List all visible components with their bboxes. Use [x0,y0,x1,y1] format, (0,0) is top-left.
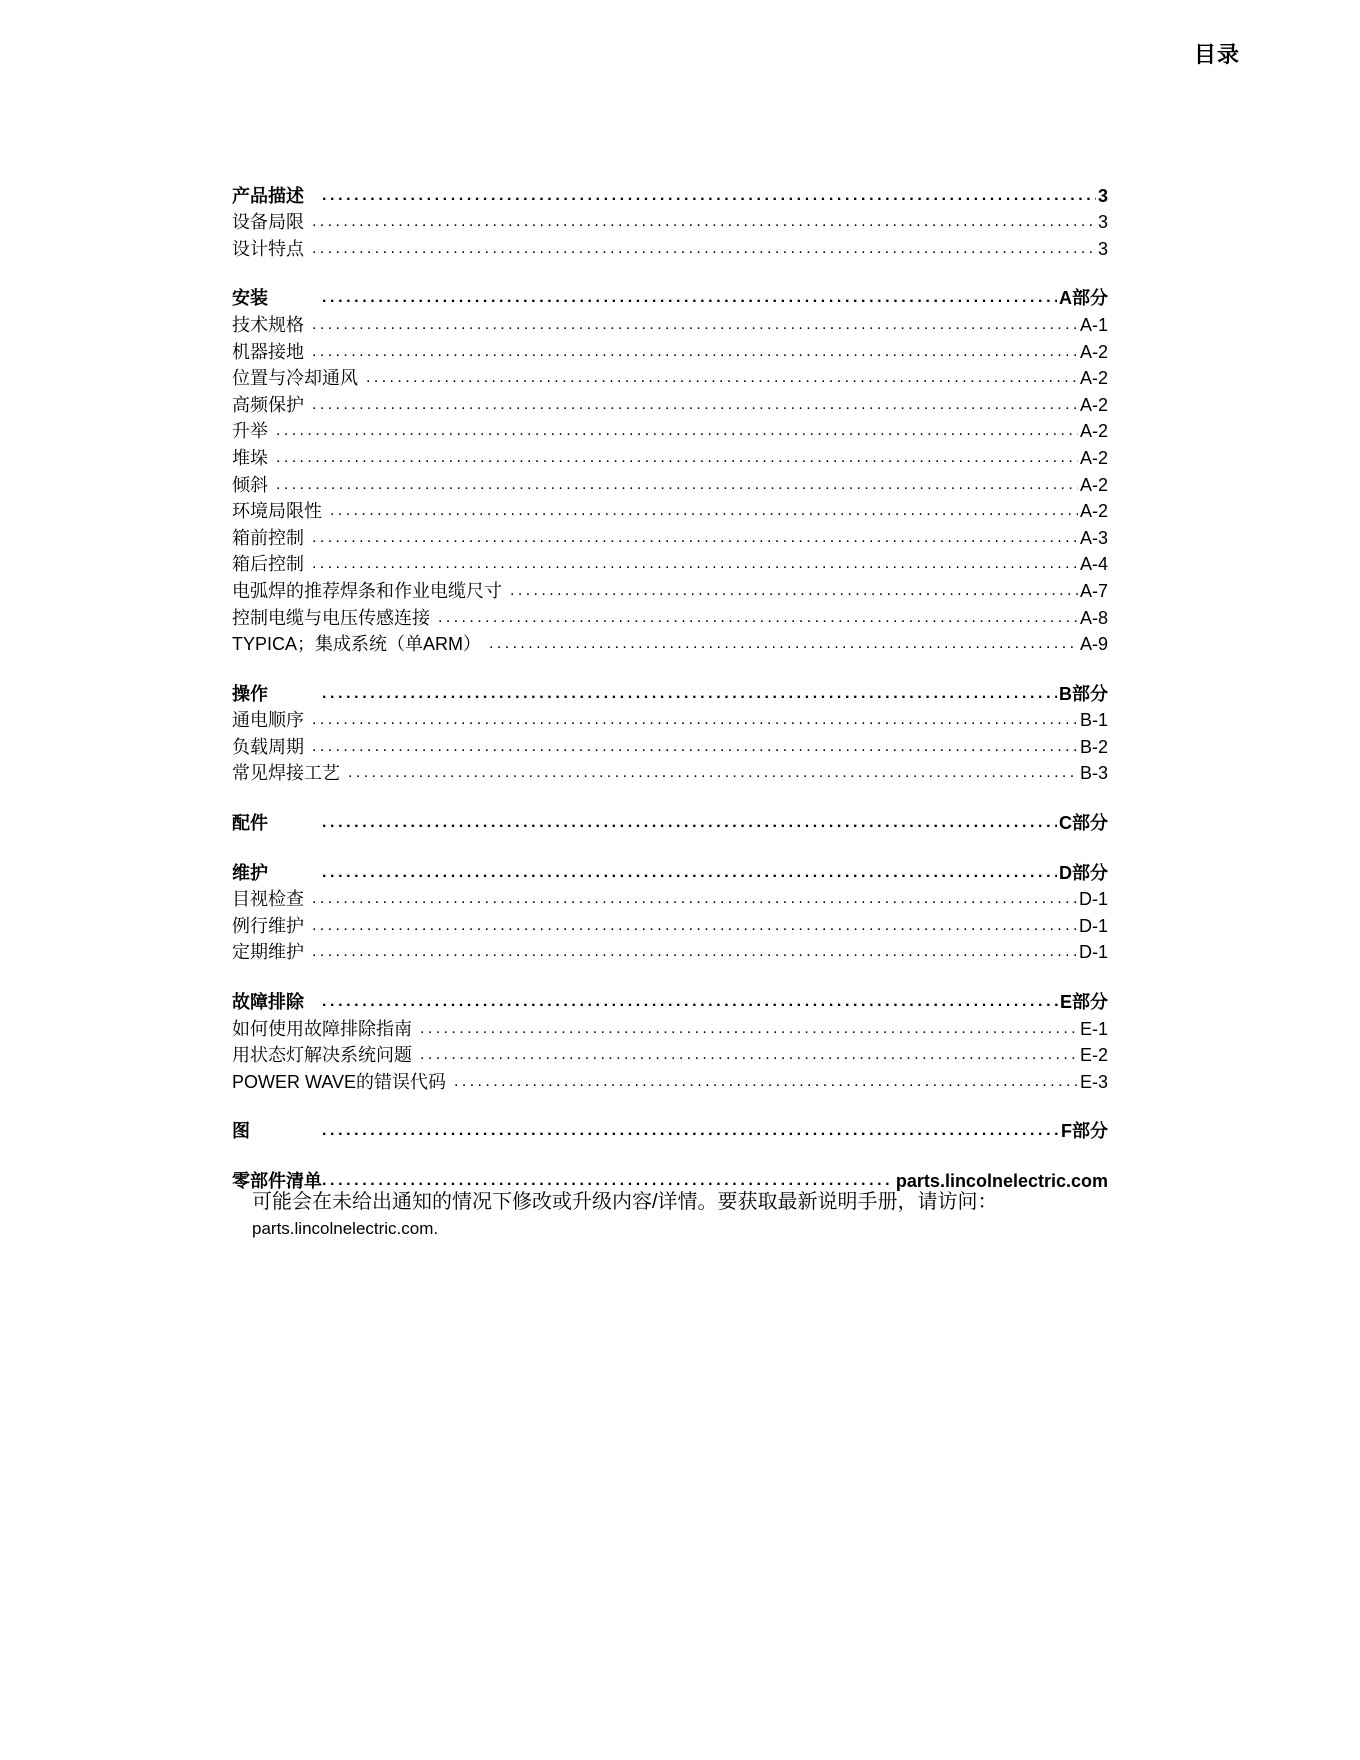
toc-entry[interactable] [232,442,1108,469]
toc-entry[interactable] [232,884,1108,911]
dot-leader [322,185,1096,207]
toc-section-heading[interactable] [232,857,1108,884]
table-of-contents [232,180,1108,1242]
dot-leader [366,367,1078,389]
dot-leader [322,862,1057,884]
toc-entry[interactable] [232,629,1108,656]
dot-leader [312,238,1096,260]
toc-section [232,857,1108,963]
dot-leader [312,211,1096,233]
toc-entry-label: 负载周期 [232,736,304,757]
toc-entry-label: 用状态灯解决系统问题 [232,1045,412,1066]
dot-leader [312,314,1078,336]
toc-entry-label: 如何使用故障排除指南 [232,1018,412,1039]
toc-entry-page: A-2 [1079,474,1108,495]
toc-entry-page: A-2 [1079,368,1108,389]
toc-entry-label: 堆垛 [232,447,268,468]
toc-section-heading[interactable] [232,678,1108,705]
dot-leader [420,1018,1078,1040]
toc-entry-page: E-3 [1079,1071,1108,1092]
toc-entry[interactable] [232,602,1108,629]
toc-section [232,1165,1108,1242]
toc-entry-page: E部分 [1059,992,1108,1013]
toc-entry-page: F部分 [1061,1121,1108,1142]
toc-entry-page: A-2 [1079,421,1108,442]
toc-section-heading[interactable] [232,986,1108,1013]
toc-entry-page: B-1 [1079,710,1108,731]
toc-entry[interactable] [232,363,1108,390]
toc-entry-label: 维护 [232,862,268,883]
dot-leader [312,709,1078,731]
dot-leader [312,736,1078,758]
toc-entry-page: 3 [1097,185,1108,206]
toc-entry-page: A-9 [1079,634,1108,655]
revision-note-text: 可能会在未给出通知的情况下修改或升级内容/详情。要获取最新说明手册，请访问： [252,1191,998,1213]
dot-leader [454,1071,1078,1093]
toc-section [232,1116,1108,1143]
toc-entry-page: D部分 [1059,862,1108,883]
toc-entry-label: TYPICA；集成系统（单ARM） [232,634,482,655]
dot-leader [312,527,1078,549]
toc-entry-page: B部分 [1059,683,1108,704]
toc-entry-page: B-2 [1079,736,1108,757]
dot-leader [438,607,1078,629]
toc-entry-label: 倾斜 [232,474,268,495]
dot-leader [322,287,1057,309]
dot-leader [322,991,1058,1013]
toc-entry-label: 操作 [232,683,268,704]
toc-entry-label: 技术规格 [232,314,304,335]
toc-entry[interactable] [232,389,1108,416]
toc-section [232,678,1108,784]
toc-entry-page: A部分 [1059,288,1108,309]
toc-entry-label: 定期维护 [232,942,304,963]
dot-leader [420,1044,1078,1066]
dot-leader [312,941,1077,963]
dot-leader [489,633,1078,655]
toc-entry-page: D-1 [1078,942,1108,963]
dot-leader [510,580,1078,602]
toc-entry-label: 例行维护 [232,915,304,936]
toc-entry-page: A-7 [1079,580,1108,601]
dot-leader [312,553,1078,575]
toc-section [232,986,1108,1092]
revision-note [252,1188,1108,1242]
dot-leader [322,812,1057,834]
toc-entry[interactable] [232,1040,1108,1067]
toc-entry-label: 设备局限 [232,212,304,233]
toc-section-heading[interactable] [232,807,1108,834]
dot-leader [312,341,1078,363]
toc-entry[interactable] [232,937,1108,964]
toc-entry[interactable] [232,1013,1108,1040]
toc-entry[interactable] [232,309,1108,336]
toc-entry-page: 3 [1097,212,1108,233]
toc-entry[interactable] [232,549,1108,576]
toc-entry-label: 常见焊接工艺 [232,763,340,784]
toc-entry-label: 图 [232,1121,250,1142]
toc-entry-page: A-3 [1079,527,1108,548]
toc-entry-label: 环境局限性 [232,501,322,522]
toc-entry[interactable] [232,1066,1108,1093]
toc-entry[interactable] [232,705,1108,732]
toc-entry-label: 位置与冷却通风 [232,368,358,389]
dot-leader [330,500,1078,522]
dot-leader [276,474,1078,496]
toc-entry-page: A-4 [1079,554,1108,575]
manual-url-link[interactable]: parts.lincolnelectric.com. [252,1219,439,1238]
page-title: 目录 [1193,43,1240,68]
toc-entry[interactable] [232,469,1108,496]
toc-entry[interactable] [232,416,1108,443]
dot-leader [348,762,1078,784]
toc-entry-page: E-1 [1079,1018,1108,1039]
toc-section [232,180,1108,260]
dot-leader [312,394,1078,416]
toc-section [232,283,1108,655]
toc-entry-label: 控制电缆与电压传感连接 [232,607,430,628]
toc-entry[interactable] [232,233,1108,260]
toc-entry-page: A-2 [1079,341,1108,362]
toc-entry-page: parts.lincolnelectric.com [895,1171,1108,1191]
toc-entry-page: D-1 [1078,915,1108,936]
toc-section [232,807,1108,834]
toc-entry[interactable] [232,336,1108,363]
toc-entry-label: 产品描述 [232,185,304,206]
dot-leader [276,420,1078,442]
toc-entry-label: 安装 [232,288,268,309]
toc-entry[interactable] [232,496,1108,523]
toc-entry-page: A-2 [1079,447,1108,468]
toc-entry-label: 高频保护 [232,394,304,415]
toc-entry[interactable] [232,207,1108,234]
toc-entry[interactable] [232,575,1108,602]
toc-entry-label: POWER WAVE的错误代码 [232,1071,447,1092]
toc-entry-label: 配件 [232,813,268,834]
toc-section-heading[interactable] [232,180,1108,207]
toc-entry-page: A-1 [1079,314,1108,335]
toc-entry-page: A-8 [1079,607,1108,628]
toc-entry-label: 箱前控制 [232,527,304,548]
dot-leader [322,1120,1059,1142]
toc-entry[interactable] [232,758,1108,785]
toc-entry-label: 零部件清单 [232,1171,322,1191]
dot-leader [276,447,1078,469]
toc-entry-page: 3 [1097,238,1108,259]
toc-entry-page: A-2 [1079,501,1108,522]
toc-entry-page: D-1 [1078,889,1108,910]
toc-entry-label: 目视检查 [232,889,304,910]
toc-entry-label: 故障排除 [232,992,304,1013]
toc-entry-label: 升举 [232,421,268,442]
toc-entry-label: 设计特点 [232,238,304,259]
dot-leader [322,683,1057,705]
toc-entry-page: C部分 [1059,813,1108,834]
toc-section-heading[interactable] [232,283,1108,310]
toc-entry-page: E-2 [1079,1045,1108,1066]
toc-entry-page: A-2 [1079,394,1108,415]
toc-entry[interactable] [232,522,1108,549]
dot-leader [312,888,1077,910]
toc-entry-label: 机器接地 [232,341,304,362]
toc-entry[interactable] [232,910,1108,937]
toc-entry[interactable] [232,731,1108,758]
toc-entry-label: 箱后控制 [232,554,304,575]
toc-entry-page: B-3 [1079,763,1108,784]
toc-entry-label: 通电顺序 [232,710,304,731]
toc-entry-label: 电弧焊的推荐焊条和作业电缆尺寸 [232,580,502,601]
dot-leader [312,915,1077,937]
toc-section-heading[interactable] [232,1116,1108,1143]
